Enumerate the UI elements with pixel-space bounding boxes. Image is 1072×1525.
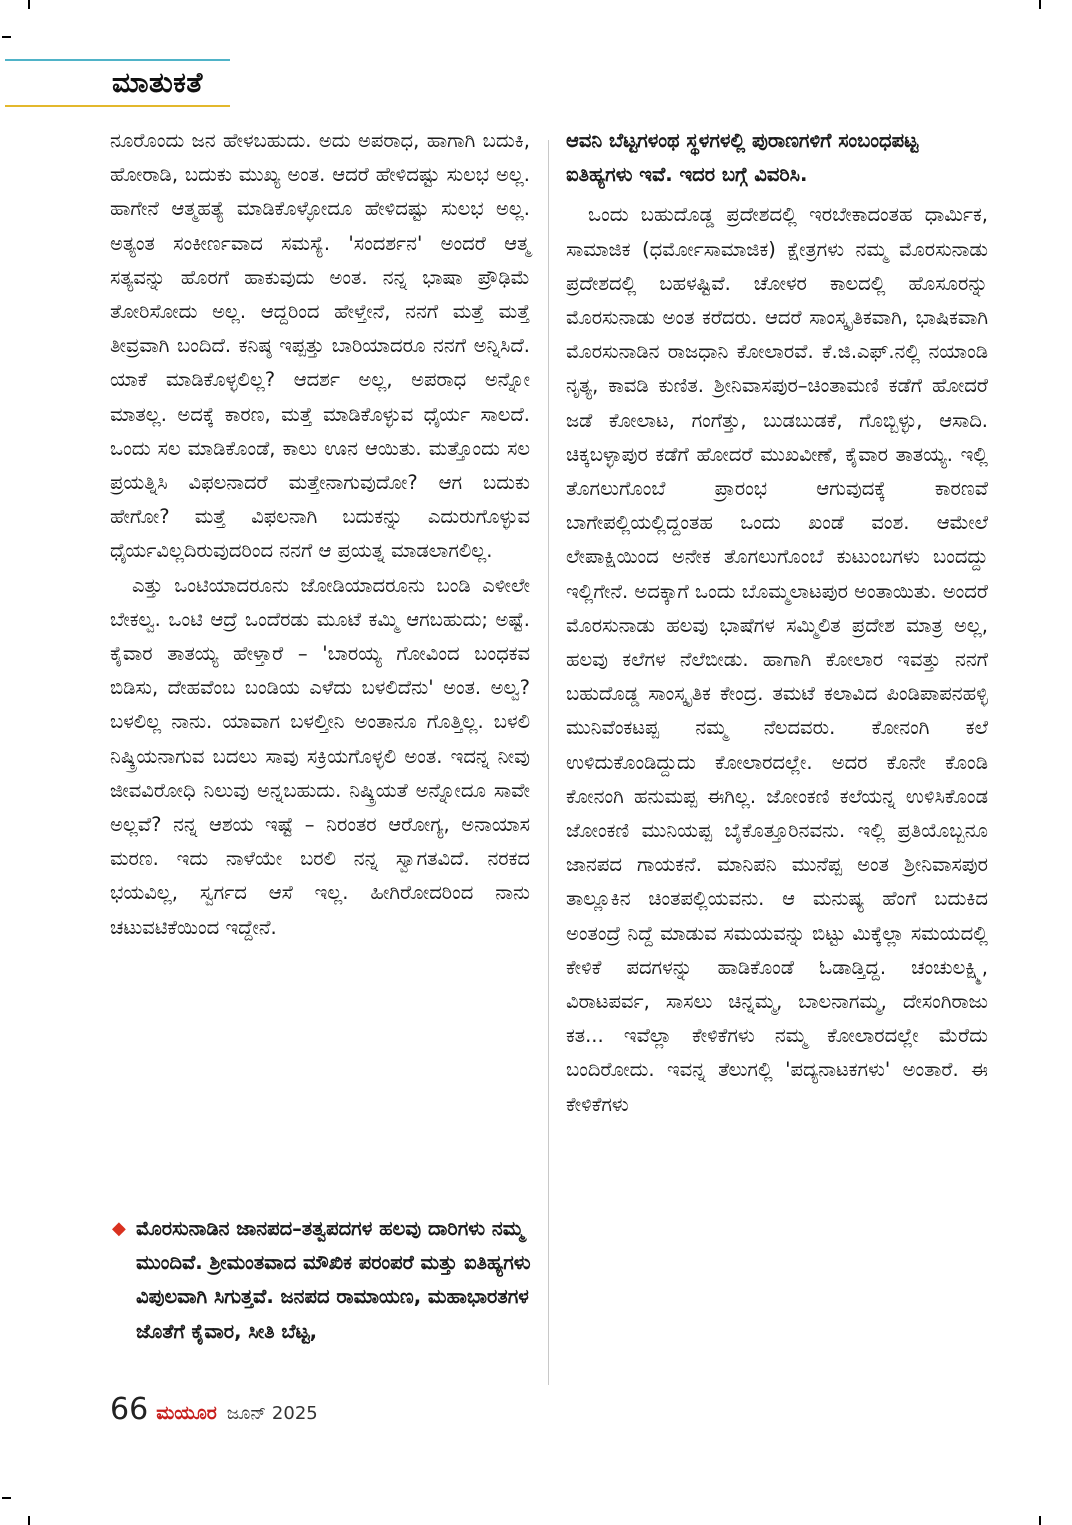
crop-mark-left-top xyxy=(2,36,11,38)
page-number: 66 xyxy=(110,1392,149,1427)
column-divider xyxy=(548,140,549,1385)
interview-question xyxy=(112,1212,532,1349)
crop-mark-bottom-left xyxy=(28,1516,30,1525)
crop-mark-left-bottom xyxy=(2,1497,11,1499)
magazine-logo: ಮಯೂರ xyxy=(156,1402,217,1424)
left-paragraph-1: ನೂರೊಂದು ಜನ ಹೇಳಬಹುದು. ಅದು ಅಪರಾಧ, ಹಾಗಾಗಿ ಬದುಕಿ, ಹೋರಾಡಿ, ಬದುಕು ಮುಖ್ಯ ಅಂತ. ಆದರೆ ಹೇಳಿದಷ್ಟು ಸುಲಭ ಅಲ್ಲ. ಹಾಗೇನೆ ಆತ್ಮಹತ್ಯೆ ಮಾಡಿಕೊಳ್ಳೋದೂ ಹೇಳಿದಷ್ಟು ಸುಲಭ ಅಲ್ಲ. ಅತ್ಯಂತ ಸಂಕೀರ್ಣವಾದ ಸಮಸ್ಯೆ. 'ಸಂದರ್ಶನ' ಅಂದರೆ ಆತ್ಮ ಸತ್ಯವನ್ನು ಹೊರಗೆ ಹಾಕುವುದು ಅಂತ. ನನ್ನ ಭಾಷಾ ಪ್ರೌಢಿಮೆ ತೋರಿಸೋದು ಅಲ್ಲ. ಆದ್ದರಿಂದ ಹೇಳ್ತೇನೆ, ನನಗೆ ಮತ್ತೆ ಮತ್ತೆ ತೀವ್ರವಾಗಿ ಬಂದಿದೆ. ಕನಿಷ್ಠ ಇಪ್ಪತ್ತು ಬಾರಿಯಾದರೂ ನನಗೆ ಅನ್ನಿಸಿದೆ. ಯಾಕೆ ಮಾಡಿಕೊಳ್ಳಲಿಲ್ಲ? ಆದರ್ಶ ಅಲ್ಲ, ಅಪರಾಧ ಅನ್ನೋ ಮಾತಲ್ಲ. ಅದಕ್ಕೆ ಕಾರಣ, ಮತ್ತೆ ಮಾಡಿಕೊಳ್ಳುವ ಧೈರ್ಯ ಸಾಲದೆ. ಒಂದು ಸಲ ಮಾಡಿಕೊಂಡೆ, ಕಾಲು ಊನ ಆಯಿತು. ಮತ್ತೊಂದು ಸಲ ಪ್ರಯತ್ನಿಸಿ ವಿಫಲನಾದರೆ ಮತ್ತೇನಾಗುವುದೋ? ಆಗ ಬದುಕು ಹೇಗೋ? ಮತ್ತೆ ವಿಫಲನಾಗಿ ಬದುಕನ್ನು ಎದುರುಗೊಳ್ಳುವ ಧೈರ್ಯವಿಲ್ಲದಿರುವುದರಿಂದ ನನಗೆ ಆ ಪ್ರಯತ್ನ ಮಾಡಲಾಗಲಿಲ್ಲ. xyxy=(110,129,530,563)
red-diamond-icon: ◆ xyxy=(112,1218,126,1239)
header-rule-blue xyxy=(5,59,230,61)
crop-mark-bottom-right xyxy=(1039,1516,1041,1525)
crop-mark-top-right xyxy=(1039,0,1041,9)
header-rule-yellow xyxy=(5,105,230,107)
section-title: ಮಾತುಕತೆ xyxy=(112,66,203,99)
answer-paragraph: ಒಂದು ಬಹುದೊಡ್ಡ ಪ್ರದೇಶದಲ್ಲಿ ಇರಬೇಕಾದಂತಹ ಧಾರ್ಮಿಕ, ಸಾಮಾಜಿಕ (ಧರ್ಮೋಸಾಮಾಜಿಕ) ಕ್ಷೇತ್ರಗಳು ನಮ್ಮ ಮೊರಸುನಾಡು ಪ್ರದೇಶದಲ್ಲಿ ಬಹಳಷ್ಟಿವೆ. ಚೋಳರ ಕಾಲದಲ್ಲಿ ಹೊಸೂರನ್ನು ಮೊರಸುನಾಡು ಅಂತ ಕರೆದರು. ಆದರೆ ಸಾಂಸ್ಕೃತಿಕವಾಗಿ, ಭಾಷಿಕವಾಗಿ ಮೊರಸುನಾಡಿನ ರಾಜಧಾನಿ ಕೋಲಾರವೆ. ಕೆ.ಜಿ.ಎಫ್.ನಲ್ಲಿ ನಯಾಂಡಿ ನೃತ್ಯ, ಕಾವಡಿ ಕುಣಿತ. ಶ್ರೀನಿವಾಸಪುರ–ಚಿಂತಾಮಣಿ ಕಡೆಗೆ ಹೋದರೆ ಜಡೆ ಕೋಲಾಟ, ಗಂಗೆತ್ತು, ಬುಡಬುಡಕೆ, ಗೊಬ್ಬಿಳ್ಳು, ಆಸಾದಿ. ಚಿಕ್ಕಬಳ್ಳಾಪುರ ಕಡೆಗೆ ಹೋದರೆ ಮುಖವೀಣೆ, ಕೈವಾರ ತಾತಯ್ಯ. ಇಲ್ಲಿ ತೊಗಲುಗೊಂಬೆ ಪ್ರಾರಂಭ ಆಗುವುದಕ್ಕೆ ಕಾರಣವೆ ಬಾಗೇಪಲ್ಲಿಯಲ್ಲಿದ್ದಂತಹ ಒಂದು ಖಂಡೆ ವಂಶ. ಆಮೇಲೆ ಲೇಪಾಕ್ಷಿಯಿಂದ ಅನೇಕ ತೊಗಲುಗೊಂಬೆ ಕುಟುಂಬಗಳು ಬಂದದ್ದು ಇಲ್ಲಿಗೇನೆ. ಅದಕ್ಕಾಗೆ ಒಂದು ಬೊಮ್ಮಲಾಟಪುರ ಅಂತಾಯಿತು. ಅಂದರೆ ಮೊರಸುನಾಡು ಹಲವು ಭಾಷೆಗಳ ಸಮ್ಮಿಲಿತ ಪ್ರದೇಶ ಮಾತ್ರ ಅಲ್ಲ, ಹಲವು ಕಲೆಗಳ ನೆಲೆಬೀಡು. ಹಾಗಾಗಿ ಕೋಲಾರ ಇವತ್ತು ನನಗೆ ಬಹುದೊಡ್ಡ ಸಾಂಸ್ಕೃತಿಕ ಕೇಂದ್ರ. ತಮಟೆ ಕಲಾವಿದ ಪಿಂಡಿಪಾಪನಹಳ್ಳಿ ಮುನಿವೆಂಕಟಪ್ಪ ನಮ್ಮ ನೆಲದವರು. ಕೋನಂಗಿ ಕಲೆ ಉಳಿದುಕೊಂಡಿದ್ದುದು ಕೋಲಾರದಲ್ಲೇ. ಅದರ ಕೊನೇ ಕೊಂಡಿ ಕೋನಂಗಿ ಹನುಮಪ್ಪ ಈಗಿಲ್ಲ. ಜೋಂಕಣಿ ಕಲೆಯನ್ನ ಉಳಿಸಿಕೊಂಡ ಜೋಂಕಣಿ ಮುನಿಯಪ್ಪ ಬೈಕೊತ್ತೂರಿನವನು. ಇಲ್ಲಿ ಪ್ರತಿಯೊಬ್ಬನೂ ಜಾನಪದ ಗಾಯಕನೆ. ಮಾನಿಪನಿ ಮುನೆಪ್ಪ ಅಂತ ಶ್ರೀನಿವಾಸಪುರ ತಾಲ್ಲೂಕಿನ ಚಿಂತಪಲ್ಲಿಯವನು. ಆ ಮನುಷ್ಯ ಹೆಂಗೆ ಬದುಕಿದ ಅಂತಂದ್ರೆ ನಿದ್ದೆ ಮಾಡುವ ಸಮಯವನ್ನು ಬಿಟ್ಟು ಮಿಕ್ಕೆಲ್ಲಾ ಸಮಯದಲ್ಲಿ ಕೇಳಿಕೆ ಪದಗಳನ್ನು ಹಾಡಿಕೊಂಡೆ ಓಡಾಡ್ತಿದ್ದ. ಚಂಚುಲಕ್ಷ್ಮಿ, ವಿರಾಟಪರ್ವ, ಸಾಸಲು ಚಿನ್ನಮ್ಮ, ಬಾಲನಾಗಮ್ಮ, ದೇಸಂಗಿರಾಜು ಕತ... ಇವೆಲ್ಲಾ ಕೇಳಿಕೆಗಳು ನಮ್ಮ ಕೋಲಾರದಲ್ಲೇ ಮೆರೆದು ಬಂದಿರೋದು. ಇವನ್ನ ತೆಲುಗಲ್ಲಿ 'ಪದ್ಯನಾಟಕಗಳು' ಅಂತಾರೆ. ಈ ಕೇಳಿಕೆಗಳು xyxy=(566,203,988,1116)
question-text: ಮೊರಸುನಾಡಿನ ಜಾನಪದ–ತತ್ವಪದಗಳ ಹಲವು ದಾರಿಗಳು ನಮ್ಮ ಮುಂದಿವೆ. ಶ್ರೀಮಂತವಾದ ಮೌಖಿಕ ಪರಂಪರೆ ಮತ್ತು ಐತಿಹ್ಯಗಳು ವಿಪುಲವಾಗಿ ಸಿಗುತ್ತವೆ. ಜನಪದ ರಾಮಾಯಣ, ಮಹಾಭಾರತಗಳ ಜೊತೆಗೆ ಕೈವಾರ, ಸೀತಿ ಬೆಟ್ಟ, xyxy=(136,1217,531,1343)
page-footer xyxy=(110,1392,318,1427)
crop-mark-top-left xyxy=(28,0,30,9)
right-column xyxy=(566,124,988,1122)
left-column xyxy=(110,124,530,945)
issue-date: ಜೂನ್ 2025 xyxy=(226,1403,318,1424)
left-paragraph-2: ಎತ್ತು ಒಂಟಿಯಾದರೂನು ಜೋಡಿಯಾದರೂನು ಬಂಡಿ ಎಳೀಲೇ ಬೇಕಲ್ವ. ಒಂಟಿ ಆದ್ರೆ ಒಂದೆರಡು ಮೂಟೆ ಕಮ್ಮಿ ಆಗಬಹುದು; ಅಷ್ಟೆ. ಕೈವಾರ ತಾತಯ್ಯ ಹೇಳ್ತಾರೆ – 'ಬಾರಯ್ಯ ಗೋವಿಂದ ಬಂಧಕವ ಬಿಡಿಸು, ದೇಹವೆಂಬ ಬಂಡಿಯ ಎಳೆದು ಬಳಲಿದೆನು' ಅಂತ. ಅಲ್ವ? ಬಳಲಿಲ್ಲ ನಾನು. ಯಾವಾಗ ಬಳಲ್ತೀನಿ ಅಂತಾನೂ ಗೊತ್ತಿಲ್ಲ. ಬಳಲಿ ನಿಷ್ಕ್ರಿಯನಾಗುವ ಬದಲು ಸಾವು ಸಕ್ರಿಯಗೊಳ್ಳಲಿ ಅಂತ. ಇದನ್ನ ನೀವು ಜೀವವಿರೋಧಿ ನಿಲುವು ಅನ್ನಬಹುದು. ನಿಷ್ಕ್ರಿಯತೆ ಅನ್ನೋದೂ ಸಾವೇ ಅಲ್ಲವೆ? ನನ್ನ ಆಶಯ ಇಷ್ಟೆ – ನಿರಂತರ ಆರೋಗ್ಯ, ಅನಾಯಾಸ ಮರಣ. ಇದು ನಾಳೆಯೇ ಬರಲಿ ನನ್ನ ಸ್ವಾಗತವಿದೆ. ನರಕದ ಭಯವಿಲ್ಲ, ಸ್ವರ್ಗದ ಆಸೆ ಇಲ್ಲ. ಹೀಗಿರೋದರಿಂದ ನಾನು ಚಟುವಟಿಕೆಯಿಂದ ಇದ್ದೇನೆ. xyxy=(110,573,530,939)
question-continued: ಆವನಿ ಬೆಟ್ಟಗಳಂಥ ಸ್ಥಳಗಳಲ್ಲಿ ಪುರಾಣಗಳಿಗೆ ಸಂಬಂಧಪಟ್ಟ ಐತಿಹ್ಯಗಳು ಇವೆ. ಇದರ ಬಗ್ಗೆ ವಿವರಿಸಿ. xyxy=(566,129,919,187)
